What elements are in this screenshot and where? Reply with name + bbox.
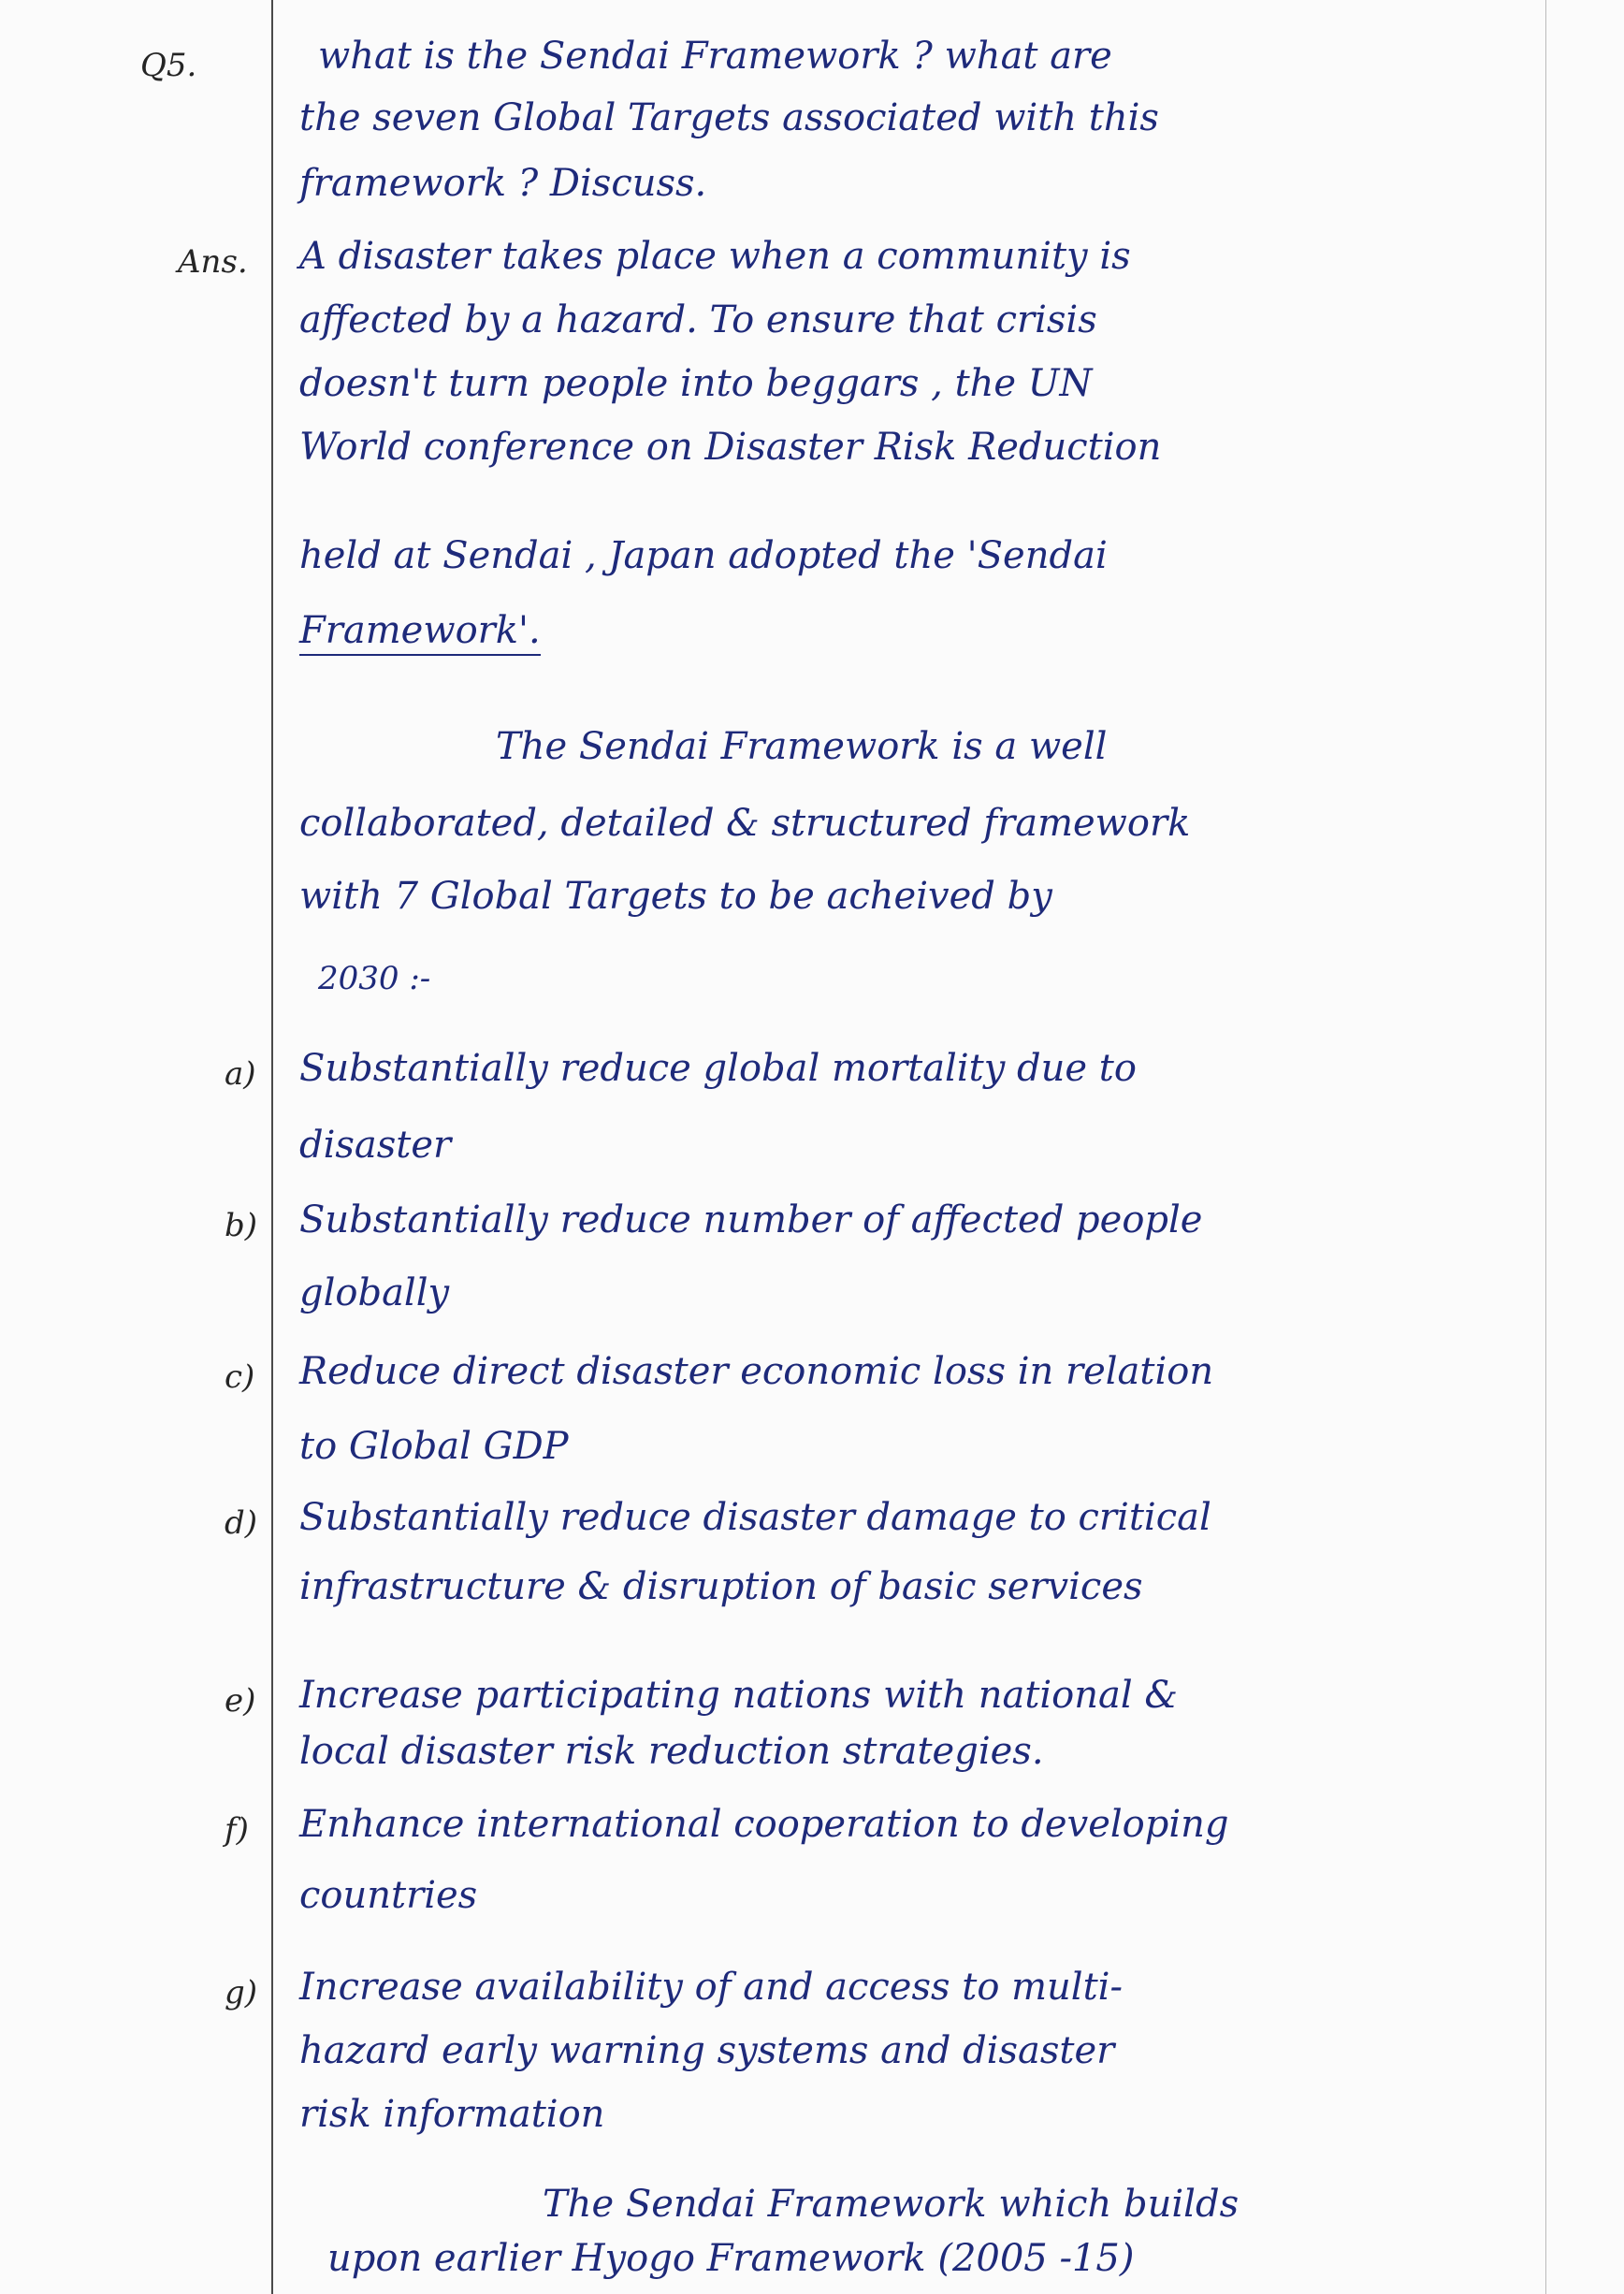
target-line: local disaster risk reduction strategies. bbox=[299, 1730, 1044, 1773]
answer-line: affected by a hazard. To ensure that crisis bbox=[299, 298, 1097, 341]
target-line: countries bbox=[299, 1874, 478, 1917]
margin-line bbox=[271, 0, 273, 2294]
target-marker: a) bbox=[225, 1055, 256, 1093]
answer-line bbox=[299, 604, 541, 657]
paragraph-line: with 7 Global Targets to be acheived by bbox=[299, 875, 1052, 918]
target-line: hazard early warning systems and disaster bbox=[299, 2029, 1115, 2072]
paragraph-line: collaborated, detailed & structured framework bbox=[299, 802, 1191, 845]
target-line: infrastructure & disruption of basic services bbox=[299, 1565, 1143, 1608]
answer-line: held at Sendai , Japan adopted the 'Sendai bbox=[299, 534, 1108, 577]
target-marker: c) bbox=[225, 1358, 255, 1396]
paragraph-line: The Sendai Framework is a well bbox=[496, 725, 1108, 768]
target-line: Substantially reduce disaster damage to critical bbox=[299, 1496, 1211, 1539]
target-line: globally bbox=[299, 1271, 450, 1314]
page-edge bbox=[1545, 0, 1546, 2294]
target-line: Substantially reduce number of affected people bbox=[299, 1198, 1203, 1241]
question-line: framework ? Discuss. bbox=[299, 162, 707, 205]
target-line: Reduce direct disaster economic loss in relation bbox=[299, 1350, 1214, 1393]
target-line: to Global GDP bbox=[299, 1425, 569, 1468]
target-line: Enhance international cooperation to developing bbox=[299, 1803, 1229, 1846]
target-marker: f) bbox=[225, 1811, 249, 1849]
target-marker: e) bbox=[225, 1682, 256, 1720]
closing-line: upon earlier Hyogo Framework (2005 -15) bbox=[327, 2237, 1135, 2280]
answer-line: World conference on Disaster Risk Reduction bbox=[299, 426, 1162, 469]
target-line: Increase participating nations with national & bbox=[299, 1674, 1178, 1717]
question-line: what is the Sendai Framework ? what are bbox=[318, 35, 1112, 78]
answer-label: Ans. bbox=[178, 243, 248, 281]
target-marker: b) bbox=[225, 1207, 258, 1244]
target-line: Substantially reduce global mortality due to bbox=[299, 1047, 1137, 1090]
target-line: Increase availability of and access to multi- bbox=[299, 1966, 1123, 2009]
framework-term: Framework'. bbox=[299, 609, 541, 656]
question-label: Q5. bbox=[140, 47, 197, 84]
target-marker: g) bbox=[225, 1974, 258, 2011]
paragraph-line: 2030 :- bbox=[318, 960, 431, 997]
target-marker: d) bbox=[225, 1504, 258, 1542]
target-line: risk information bbox=[299, 2093, 605, 2136]
closing-line: The Sendai Framework which builds bbox=[543, 2183, 1240, 2226]
answer-line: A disaster takes place when a community is bbox=[299, 235, 1131, 278]
target-line: disaster bbox=[299, 1124, 452, 1167]
question-line: the seven Global Targets associated with this bbox=[299, 96, 1159, 139]
answer-line: doesn't turn people into beggars , the UN bbox=[299, 362, 1093, 405]
